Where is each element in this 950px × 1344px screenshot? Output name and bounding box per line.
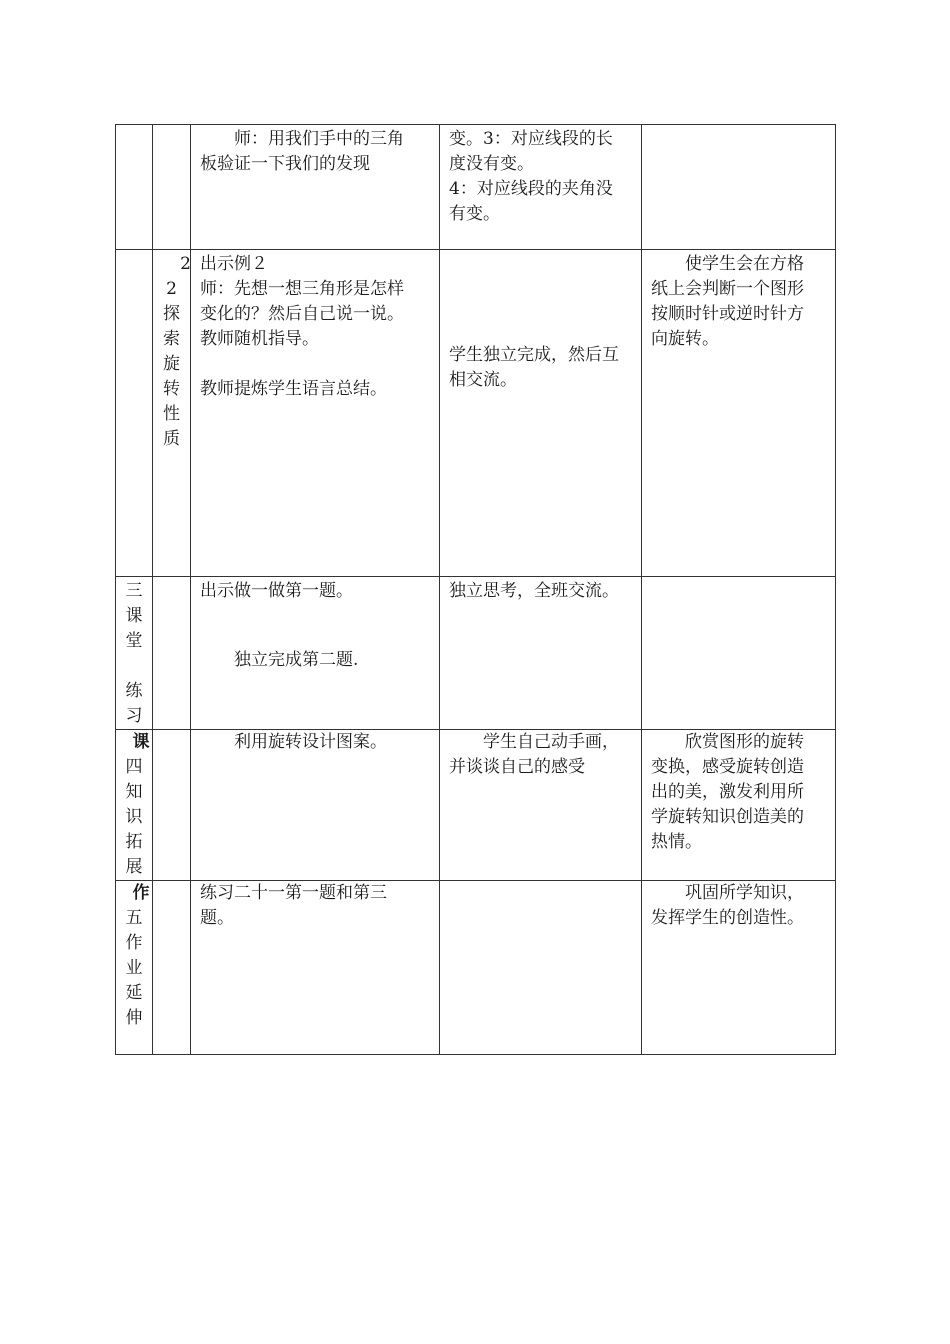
text-line: 学旋转知识创造美的 bbox=[651, 807, 804, 827]
vertical-char: 五 bbox=[125, 908, 143, 928]
vertical-char: 延 bbox=[125, 983, 143, 1003]
text-line: 热情。 bbox=[651, 832, 702, 852]
vertical-char: 作 bbox=[125, 933, 143, 953]
vertical-char: 伸 bbox=[125, 1008, 143, 1028]
subsection-cell bbox=[153, 125, 191, 250]
vertical-char: 四 bbox=[125, 757, 143, 777]
text-line: 利用旋转设计图案。 bbox=[200, 732, 387, 752]
text-line: 发挥学生的创造性。 bbox=[651, 908, 804, 928]
vertical-char: 拓 bbox=[125, 832, 143, 852]
section-cell bbox=[116, 125, 153, 250]
text-line: 出的美，激发利用所 bbox=[651, 782, 804, 802]
vertical-char: 业 bbox=[125, 958, 143, 978]
text-line: 使学生会在方格 bbox=[651, 254, 804, 274]
text-line: 变。3：对应线段的长 bbox=[449, 129, 613, 149]
student-activity-cell bbox=[440, 577, 642, 730]
text-line: 独立思考，全班交流。 bbox=[449, 581, 619, 601]
text-line: 出示做一做第一题。 bbox=[200, 581, 353, 601]
vertical-char: 练 bbox=[125, 681, 143, 701]
text-line: 教师随机指导。 bbox=[200, 329, 319, 349]
table-row bbox=[116, 730, 836, 881]
vertical-char: 三 bbox=[125, 581, 143, 601]
table-row bbox=[116, 250, 836, 577]
text-line: 师：先想一想三角形是怎样 bbox=[200, 279, 404, 299]
student-activity-cell bbox=[440, 250, 642, 577]
design-intent-cell bbox=[642, 250, 836, 577]
vertical-char: 展 bbox=[125, 857, 143, 877]
table-row bbox=[116, 577, 836, 730]
text-line: 师：用我们手中的三角 bbox=[200, 129, 404, 149]
vertical-char: 转 bbox=[163, 379, 180, 399]
teacher-activity-cell bbox=[191, 577, 440, 730]
design-intent-cell bbox=[642, 125, 836, 250]
text-line: 巩固所学知识， bbox=[651, 883, 804, 903]
vertical-char: 索 bbox=[163, 329, 180, 349]
subsection-cell bbox=[153, 250, 191, 577]
teacher-activity-cell bbox=[191, 250, 440, 577]
subsection-cell bbox=[153, 730, 191, 881]
vertical-char: 堂 bbox=[125, 631, 143, 651]
vertical-char-bold: 作 bbox=[132, 883, 150, 903]
text-line: 度没有变。 bbox=[449, 154, 534, 174]
vertical-char: 习 bbox=[125, 706, 143, 726]
section-cell bbox=[116, 577, 153, 730]
text-line bbox=[200, 626, 431, 648]
text-line: 相交流。 bbox=[449, 370, 517, 390]
lesson-plan-table bbox=[115, 124, 836, 1055]
text-line: 题。 bbox=[200, 908, 234, 928]
text-line: 独立完成第二题. bbox=[200, 650, 359, 670]
section-cell bbox=[116, 250, 153, 577]
subsection-cell bbox=[153, 881, 191, 1055]
subsection-number-top: 2 bbox=[180, 254, 191, 274]
section-cell bbox=[116, 730, 153, 881]
text-line: 板验证一下我们的发现 bbox=[200, 154, 370, 174]
text-line bbox=[200, 352, 431, 377]
text-line: 练习二十一第一题和第三 bbox=[200, 883, 387, 903]
text-line: 出示例２ bbox=[200, 254, 268, 274]
text-line: 欣赏图形的旋转 bbox=[651, 732, 804, 752]
vertical-char: 性 bbox=[163, 404, 180, 424]
text-line: 变换，感受旋转创造 bbox=[651, 757, 804, 777]
vertical-char-bold: 课 bbox=[132, 732, 150, 752]
text-line: 教师提炼学生语言总结。 bbox=[200, 379, 387, 399]
student-activity-cell bbox=[440, 881, 642, 1055]
vertical-char: 知 bbox=[125, 782, 143, 802]
vertical-char: 识 bbox=[125, 807, 143, 827]
vertical-char: 课 bbox=[125, 606, 143, 626]
table-row bbox=[116, 125, 836, 250]
student-activity-cell bbox=[440, 125, 642, 250]
vertical-char: 探 bbox=[163, 304, 180, 324]
text-line: 变化的？然后自己说一说。 bbox=[200, 304, 404, 324]
text-line: 纸上会判断一个图形 bbox=[651, 279, 804, 299]
design-intent-cell bbox=[642, 577, 836, 730]
text-line bbox=[200, 604, 431, 626]
text-line: 按顺时针或逆时针方 bbox=[651, 304, 804, 324]
text-line: 学生自己动手画， bbox=[449, 732, 619, 752]
vertical-char: 质 bbox=[163, 429, 180, 449]
design-intent-cell bbox=[642, 730, 836, 881]
text-line: 学生独立完成，然后互 bbox=[449, 345, 619, 365]
text-line: 4：对应线段的夹角没 bbox=[449, 179, 613, 199]
student-activity-cell bbox=[440, 730, 642, 881]
text-line: 向旋转。 bbox=[651, 329, 719, 349]
table-row bbox=[116, 881, 836, 1055]
design-intent-cell bbox=[642, 881, 836, 1055]
teacher-activity-cell bbox=[191, 881, 440, 1055]
text-line: 并谈谈自己的感受 bbox=[449, 757, 585, 777]
vertical-char: 2 bbox=[166, 279, 177, 299]
teacher-activity-cell bbox=[191, 125, 440, 250]
teacher-activity-cell bbox=[191, 730, 440, 881]
vertical-char: 旋 bbox=[163, 354, 180, 374]
section-cell bbox=[116, 881, 153, 1055]
subsection-cell bbox=[153, 577, 191, 730]
text-line: 有变。 bbox=[449, 204, 500, 224]
